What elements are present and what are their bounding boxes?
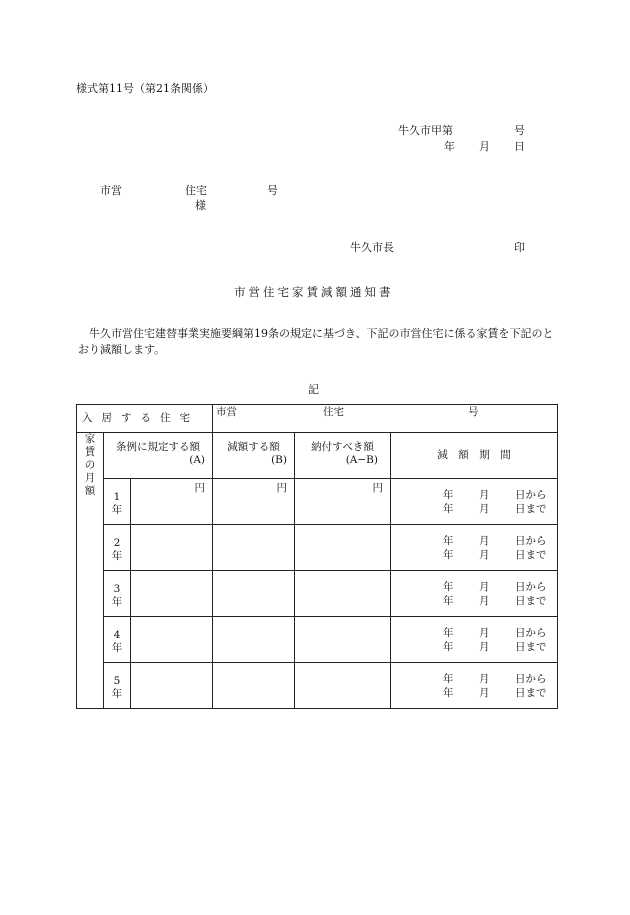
period-from: 日から <box>515 535 547 547</box>
amount-a-cell <box>131 663 213 709</box>
amount-a-cell <box>131 571 213 617</box>
amount-a-cell <box>131 525 213 571</box>
year-unit: 年 <box>111 642 123 654</box>
period-year: 年 <box>443 535 454 547</box>
year-number: 1 <box>113 491 121 503</box>
col-a-label: 条例に規定する額 <box>116 441 200 453</box>
year-unit: 年 <box>111 550 123 562</box>
document-title: 市営住宅家賃減額通知書 <box>234 285 394 299</box>
period-year: 年 <box>443 673 454 685</box>
period-month: 月 <box>479 535 490 547</box>
residence-municipal: 市営 <box>216 406 237 418</box>
year-unit: 年 <box>111 596 123 608</box>
period-to: 日まで <box>515 503 547 515</box>
period-cell <box>391 617 558 663</box>
residence-number: 号 <box>468 406 479 418</box>
period-cell <box>391 663 558 709</box>
period-year: 年 <box>443 687 454 699</box>
period-year: 年 <box>443 595 454 607</box>
amount-c-cell <box>295 663 391 709</box>
amount-c-cell <box>295 617 391 663</box>
period-month: 月 <box>479 595 490 607</box>
amount-b-cell <box>213 479 295 525</box>
yen-unit: 円 <box>194 482 205 494</box>
col-b-header <box>213 433 295 479</box>
year-number: 5 <box>113 675 121 687</box>
issuer-name: 牛久市長 <box>350 241 394 254</box>
amount-c-cell <box>295 525 391 571</box>
period-month: 月 <box>479 549 490 561</box>
period-month: 月 <box>479 503 490 515</box>
table-row <box>77 663 558 709</box>
body-text: 牛久市営住宅建替事業実施要綱第19条の規定に基づき、下記の市営住宅に係る家賃を下記のとおり減額します。 <box>78 327 554 356</box>
year-unit: 年 <box>111 688 123 700</box>
table-row <box>77 479 558 525</box>
year-cell <box>104 617 131 663</box>
period-cell <box>391 571 558 617</box>
residence-housing: 住宅 <box>323 406 344 418</box>
period-month: 月 <box>479 687 490 699</box>
doc-number-prefix: 牛久市甲第 <box>398 124 453 137</box>
period-year: 年 <box>443 489 454 501</box>
col-b-label: 減額する額 <box>227 441 280 453</box>
date-year: 年 <box>444 140 455 153</box>
monthly-rent-char-2: 賃 <box>84 446 96 458</box>
period-year: 年 <box>443 581 454 593</box>
col-c-label: 納付すべき額 <box>311 441 374 453</box>
period-year: 年 <box>443 503 454 515</box>
year-unit: 年 <box>111 504 123 516</box>
col-period-label: 減 額 期 間 <box>437 449 511 461</box>
period-cell <box>391 525 558 571</box>
yen-unit: 円 <box>372 482 383 494</box>
table-row <box>77 571 558 617</box>
period-year: 年 <box>443 549 454 561</box>
table-row <box>77 617 558 663</box>
period-to: 日まで <box>515 595 547 607</box>
col-c-code: (A−B) <box>345 454 378 466</box>
period-month: 月 <box>479 641 490 653</box>
col-period-header <box>391 433 558 479</box>
addressee-honorific: 様 <box>195 199 206 212</box>
period-from: 日から <box>515 627 547 639</box>
residence-value-cell <box>213 405 558 433</box>
col-a-header <box>104 433 213 479</box>
year-number: 3 <box>113 583 121 595</box>
addressee-number: 号 <box>267 184 278 197</box>
amount-c-cell <box>295 571 391 617</box>
period-month: 月 <box>479 581 490 593</box>
addressee-housing: 住宅 <box>185 184 207 197</box>
amount-b-cell <box>213 617 295 663</box>
addressee-municipal: 市営 <box>100 184 122 197</box>
monthly-rent-char-5: 額 <box>84 485 96 497</box>
amount-a-cell <box>131 617 213 663</box>
date-day: 日 <box>514 140 525 153</box>
year-number: 2 <box>113 537 121 549</box>
period-from: 日から <box>515 673 547 685</box>
year-cell <box>104 663 131 709</box>
period-from: 日から <box>515 581 547 593</box>
amount-b-cell <box>213 571 295 617</box>
ki-marker: 記 <box>308 383 319 396</box>
residence-label-cell <box>77 405 213 433</box>
col-c-header <box>295 433 391 479</box>
monthly-rent-char-3: の <box>84 459 96 471</box>
amount-a-cell <box>131 479 213 525</box>
rent-reduction-table <box>76 404 558 709</box>
residence-label: 入居する住宅 <box>82 412 199 424</box>
year-cell <box>104 571 131 617</box>
period-year: 年 <box>443 641 454 653</box>
doc-number-suffix: 号 <box>514 124 525 137</box>
year-number: 4 <box>113 629 121 641</box>
monthly-rent-char-4: 月 <box>84 472 96 484</box>
amount-b-cell <box>213 525 295 571</box>
year-cell <box>104 525 131 571</box>
issuer-seal: 印 <box>514 241 525 254</box>
amount-c-cell <box>295 479 391 525</box>
period-from: 日から <box>515 489 547 501</box>
year-cell <box>104 479 131 525</box>
table-row <box>77 525 558 571</box>
monthly-rent-char-1: 家 <box>84 433 96 445</box>
amount-b-cell <box>213 663 295 709</box>
period-cell <box>391 479 558 525</box>
col-b-code: (B) <box>271 454 287 466</box>
yen-unit: 円 <box>276 482 287 494</box>
period-month: 月 <box>479 627 490 639</box>
period-to: 日まで <box>515 549 547 561</box>
col-a-code: (A) <box>189 454 205 466</box>
period-month: 月 <box>479 489 490 501</box>
period-year: 年 <box>443 627 454 639</box>
form-number: 様式第11号（第21条関係） <box>76 82 214 95</box>
date-month: 月 <box>479 140 490 153</box>
period-month: 月 <box>479 673 490 685</box>
period-to: 日まで <box>515 641 547 653</box>
monthly-rent-label <box>77 433 104 709</box>
period-to: 日まで <box>515 687 547 699</box>
